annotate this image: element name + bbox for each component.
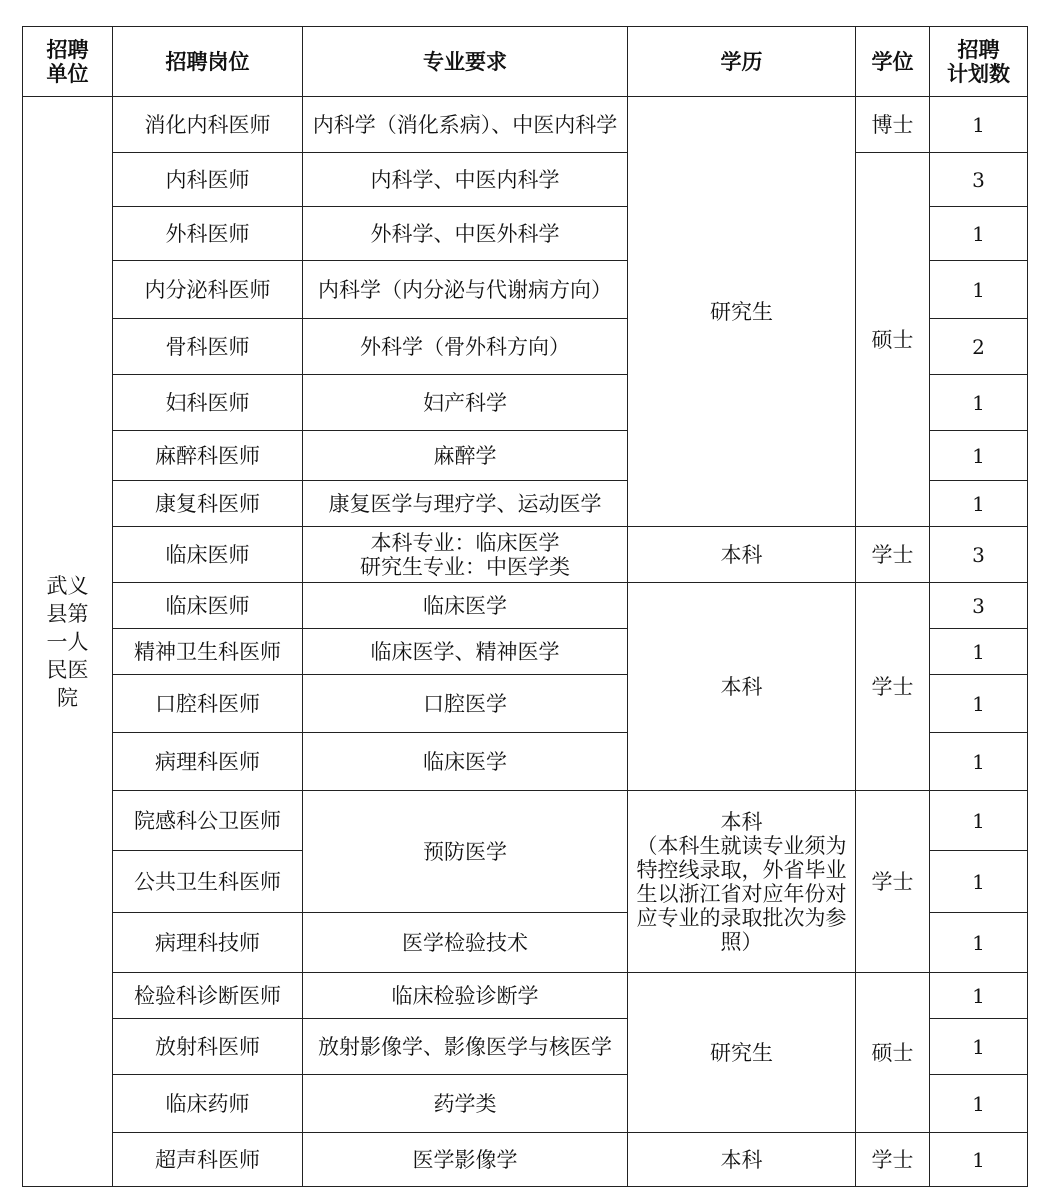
count-cell: 2 <box>930 319 1028 375</box>
education-cell: 研究生 <box>628 97 856 527</box>
degree-cell: 学士 <box>856 791 930 973</box>
degree-cell: 学士 <box>856 527 930 583</box>
degree-cell: 博士 <box>856 97 930 153</box>
position-cell: 妇科医师 <box>113 375 303 431</box>
education-cell: 本科 <box>628 583 856 791</box>
position-cell: 超声科医师 <box>113 1133 303 1187</box>
major-cell: 临床医学 <box>303 733 628 791</box>
count-cell: 1 <box>930 481 1028 527</box>
position-cell: 外科医师 <box>113 207 303 261</box>
count-cell: 1 <box>930 97 1028 153</box>
major-cell: 外科学（骨外科方向） <box>303 319 628 375</box>
major-cell: 内科学（消化系病）、中医内科学 <box>303 97 628 153</box>
position-cell: 病理科医师 <box>113 733 303 791</box>
count-cell: 1 <box>930 431 1028 481</box>
count-cell: 1 <box>930 791 1028 851</box>
count-cell: 1 <box>930 851 1028 913</box>
education-cell: 研究生 <box>628 973 856 1133</box>
position-cell: 内分泌科医师 <box>113 261 303 319</box>
count-cell: 3 <box>930 583 1028 629</box>
major-cell: 麻醉学 <box>303 431 628 481</box>
education-cell: 本科 <box>628 1133 856 1187</box>
position-cell: 口腔科医师 <box>113 675 303 733</box>
position-cell: 病理科技师 <box>113 913 303 973</box>
position-cell: 临床医师 <box>113 583 303 629</box>
degree-cell: 学士 <box>856 583 930 791</box>
count-cell: 1 <box>930 973 1028 1019</box>
header-major: 专业要求 <box>303 27 628 97</box>
header-count: 招聘 计划数 <box>930 27 1028 97</box>
major-cell: 口腔医学 <box>303 675 628 733</box>
position-cell: 临床医师 <box>113 527 303 583</box>
unit-cell <box>23 97 113 1187</box>
header-position: 招聘岗位 <box>113 27 303 97</box>
position-cell: 检验科诊断医师 <box>113 973 303 1019</box>
unit-name: 武义县第一人民医院 <box>46 573 89 710</box>
degree-cell: 硕士 <box>856 973 930 1133</box>
count-cell: 1 <box>930 375 1028 431</box>
education-cell: 本科 （本科生就读专业须为特控线录取，外省毕业生以浙江省对应年份对应专业的录取批次为参照） <box>628 791 856 973</box>
position-cell: 内科医师 <box>113 153 303 207</box>
count-cell: 3 <box>930 527 1028 583</box>
position-cell: 康复科医师 <box>113 481 303 527</box>
major-cell: 康复医学与理疗学、运动医学 <box>303 481 628 527</box>
header-degree: 学位 <box>856 27 930 97</box>
count-cell: 1 <box>930 629 1028 675</box>
position-cell: 骨科医师 <box>113 319 303 375</box>
major-cell: 内科学（内分泌与代谢病方向） <box>303 261 628 319</box>
degree-cell: 硕士 <box>856 153 930 527</box>
major-cell: 放射影像学、影像医学与核医学 <box>303 1019 628 1075</box>
table-row <box>23 1133 1028 1187</box>
position-cell: 公共卫生科医师 <box>113 851 303 913</box>
header-row <box>23 27 1028 97</box>
table-row <box>23 973 1028 1019</box>
major-cell: 本科专业：临床医学 研究生专业：中医学类 <box>303 527 628 583</box>
position-cell: 临床药师 <box>113 1075 303 1133</box>
header-education: 学历 <box>628 27 856 97</box>
count-cell: 3 <box>930 153 1028 207</box>
position-cell: 麻醉科医师 <box>113 431 303 481</box>
count-cell: 1 <box>930 1019 1028 1075</box>
count-cell: 1 <box>930 1133 1028 1187</box>
table-row <box>23 583 1028 629</box>
major-cell: 外科学、中医外科学 <box>303 207 628 261</box>
major-cell: 医学检验技术 <box>303 913 628 973</box>
header-unit: 招聘 单位 <box>23 27 113 97</box>
table-row <box>23 791 1028 851</box>
major-cell: 临床医学、精神医学 <box>303 629 628 675</box>
major-cell: 医学影像学 <box>303 1133 628 1187</box>
position-cell: 精神卫生科医师 <box>113 629 303 675</box>
major-cell: 临床医学 <box>303 583 628 629</box>
major-cell: 内科学、中医内科学 <box>303 153 628 207</box>
table-row <box>23 527 1028 583</box>
count-cell: 1 <box>930 733 1028 791</box>
table-row <box>23 153 1028 207</box>
education-cell: 本科 <box>628 527 856 583</box>
count-cell: 1 <box>930 675 1028 733</box>
position-cell: 院感科公卫医师 <box>113 791 303 851</box>
count-cell: 1 <box>930 913 1028 973</box>
degree-cell: 学士 <box>856 1133 930 1187</box>
major-cell: 药学类 <box>303 1075 628 1133</box>
major-cell: 临床检验诊断学 <box>303 973 628 1019</box>
position-cell: 消化内科医师 <box>113 97 303 153</box>
count-cell: 1 <box>930 207 1028 261</box>
position-cell: 放射科医师 <box>113 1019 303 1075</box>
count-cell: 1 <box>930 1075 1028 1133</box>
major-cell: 妇产科学 <box>303 375 628 431</box>
recruitment-table <box>22 26 1028 1187</box>
major-cell: 预防医学 <box>303 791 628 913</box>
count-cell: 1 <box>930 261 1028 319</box>
table-row <box>23 97 1028 153</box>
